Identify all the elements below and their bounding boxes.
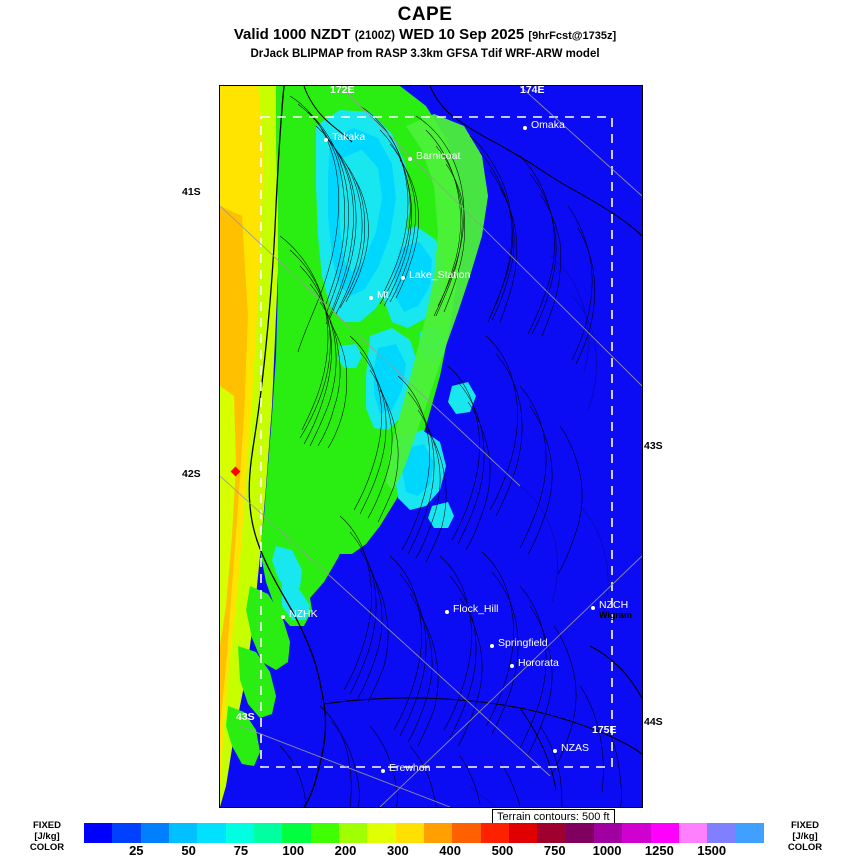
map-frame[interactable]	[182, 84, 663, 808]
colorbar-segment	[622, 823, 650, 843]
colorbar-tick: 1500	[697, 843, 727, 858]
model-line: DrJack BLIPMAP from RASP 3.3km GFSA Tdif WRF-ARW model	[250, 48, 600, 60]
colorbar-tick: 75	[233, 843, 249, 858]
colorbar-tick: 400	[439, 843, 461, 858]
axis-label-44s-right: 44S	[644, 716, 663, 728]
axis-label-43s-right: 43S	[644, 440, 663, 452]
station-label-flock-hill: Flock_Hill	[453, 603, 499, 615]
station-marker	[490, 644, 494, 648]
colorbar-segment	[311, 823, 339, 843]
colorbar-segment	[651, 823, 679, 843]
colorbar-segment	[197, 823, 225, 843]
colorbar-left-caption	[26, 820, 68, 853]
station-marker	[281, 615, 285, 619]
station-label-nzch: NZCH	[599, 599, 629, 611]
colorbar-tick: 750	[543, 843, 566, 858]
colorbar-left-line1: FIXED	[33, 820, 61, 831]
station-label-erewhon: Erewhon	[389, 762, 431, 774]
colorbar-tick: 200	[334, 843, 357, 858]
station-label-barnicoat: Barnicoat	[416, 150, 461, 162]
station-marker	[591, 606, 595, 610]
colorbar-left-line3: COLOR	[29, 842, 65, 853]
colorbar-segment	[367, 823, 395, 843]
station-marker	[381, 769, 385, 773]
station-marker	[445, 610, 449, 614]
colorbar-right-line2: [J/kg]	[792, 831, 818, 842]
station-label-nzas: NZAS	[561, 742, 590, 754]
station-label-mt: Mt	[377, 289, 389, 301]
station-marker	[553, 749, 557, 753]
station-marker	[523, 126, 527, 130]
colorbar-tick: 1250	[644, 843, 674, 858]
colorbar-right-line3: COLOR	[787, 842, 823, 853]
station-label-nzhk: NZHK	[289, 608, 318, 620]
forecast-tag: [9hrFcst@1735z]	[528, 30, 617, 42]
colorbar-right-caption	[784, 820, 826, 853]
colorbar-segment	[452, 823, 480, 843]
colorbar-segment	[566, 823, 594, 843]
axis-label-172e: 172E	[330, 84, 355, 96]
colorbar-tick: 500	[491, 843, 514, 858]
axis-label-42s: 42S	[182, 468, 201, 480]
station-label-wigram: Wigram	[599, 610, 632, 620]
colorbar-segment	[339, 823, 367, 843]
colorbar-segment	[679, 823, 707, 843]
colorbar-segment	[736, 823, 764, 843]
colorbar-segment	[141, 823, 169, 843]
colorbar-tick: 300	[386, 843, 409, 858]
station-label-takaka: Takaka	[332, 131, 366, 143]
colorbar-segment	[396, 823, 424, 843]
axis-label-175e: 175E	[592, 724, 617, 736]
colorbar-tick: 100	[282, 843, 305, 858]
colorbar	[0, 820, 850, 860]
colorbar-left-line2: [J/kg]	[34, 831, 60, 842]
colorbar-gradient	[84, 823, 764, 843]
axis-label-41s: 41S	[182, 186, 201, 198]
valid-time-line	[0, 25, 850, 46]
axis-label-43s-inner: 43S	[236, 711, 255, 723]
station-label-omaka: Omaka	[531, 119, 565, 131]
cape-map-canvas	[220, 86, 642, 807]
colorbar-segment	[254, 823, 282, 843]
colorbar-right-line1: FIXED	[791, 820, 819, 831]
colorbar-tick: 1000	[592, 843, 622, 858]
colorbar-segment	[84, 823, 112, 843]
station-marker	[510, 664, 514, 668]
colorbar-segment	[481, 823, 509, 843]
colorbar-segment	[594, 823, 622, 843]
colorbar-tick-labels	[84, 843, 764, 860]
colorbar-segment	[169, 823, 197, 843]
station-label-hororata: Hororata	[518, 657, 559, 669]
colorbar-tick: 25	[129, 843, 144, 858]
station-marker	[401, 276, 405, 280]
station-marker	[369, 296, 373, 300]
colorbar-segment	[112, 823, 140, 843]
colorbar-tick: 50	[181, 843, 196, 858]
station-label-springfield: Springfield	[498, 637, 548, 649]
station-marker	[408, 157, 412, 161]
colorbar-segment	[537, 823, 565, 843]
terrain-contours-note: Terrain contours: 500 ft	[492, 809, 615, 825]
station-marker	[324, 138, 328, 142]
title-block	[0, 4, 850, 62]
colorbar-segment	[424, 823, 452, 843]
colorbar-segment	[509, 823, 537, 843]
page-title: CAPE	[397, 4, 453, 25]
colorbar-segment	[226, 823, 254, 843]
valid-time-date: WED 10 Sep 2025	[399, 26, 525, 43]
valid-time-utc: (2100Z)	[354, 30, 395, 42]
station-label-lake-station: Lake_Station	[409, 269, 471, 281]
axis-label-174e: 174E	[520, 84, 545, 96]
colorbar-segment	[707, 823, 735, 843]
colorbar-segment	[282, 823, 310, 843]
valid-time-prefix: Valid 1000 NZDT	[233, 26, 351, 43]
